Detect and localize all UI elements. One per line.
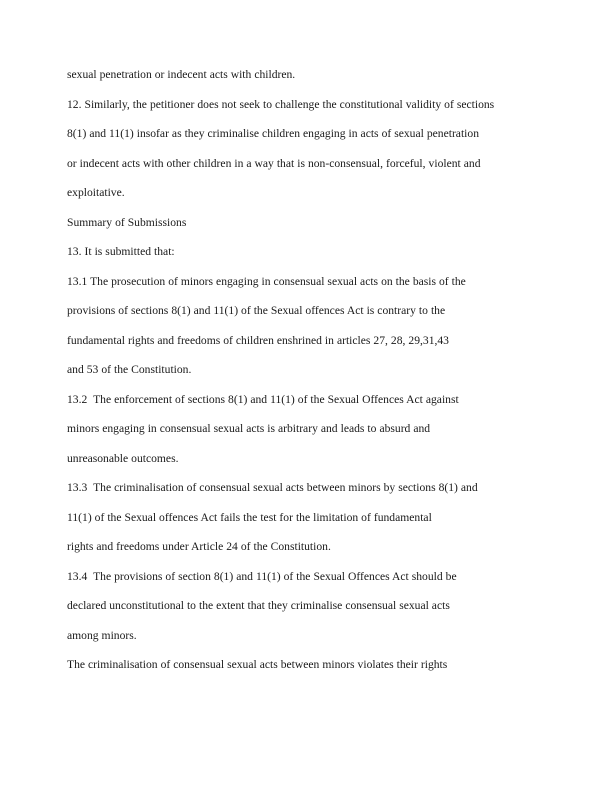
paragraph-block: unreasonable outcomes.	[67, 451, 179, 465]
paragraph-block: provisions of sections 8(1) and 11(1) of the Sexual offences Act is contrary to the	[67, 304, 446, 317]
paragraph-block: declared unconstitutional to the extent that they criminalise consensual sexual acts	[67, 599, 450, 612]
paragraph-block: 11(1) of the Sexual offences Act fails the test for the limitation of fundamental	[67, 510, 432, 524]
paragraph-block: 13.1 The prosecution of minors engaging in consensual sexual acts on the basis of the	[67, 274, 466, 288]
paragraph-block: exploitative.	[67, 186, 125, 199]
paragraph-block: minors engaging in consensual sexual acts is arbitrary and leads to absurd and	[67, 422, 431, 435]
paragraph-block: and 53 of the Constitution.	[67, 363, 192, 376]
paragraph-block: 13. It is submitted that:	[67, 245, 175, 258]
paragraph-block: 13.4 The provisions of section 8(1) and 11(1) of the Sexual Offences Act should be	[67, 569, 457, 583]
paragraph-block: The criminalisation of consensual sexual acts between minors violates their rights	[67, 658, 448, 671]
paragraph-block: 8(1) and 11(1) insofar as they criminalise children engaging in acts of sexual penetration	[67, 127, 479, 140]
paragraph-block: fundamental rights and freedoms of children enshrined in articles 27, 28, 29,31,43	[67, 333, 449, 347]
document-text-body	[67, 66, 547, 674]
paragraph-block: 13.2 The enforcement of sections 8(1) and 11(1) of the Sexual Offences Act against	[67, 392, 459, 406]
paragraph-block: 13.3 The criminalisation of consensual sexual acts between minors by sections 8(1) and	[67, 481, 478, 494]
paragraph-block: 12. Similarly, the petitioner does not seek to challenge the constitutional validity of sections	[67, 97, 495, 111]
section-heading-summary-of-submissions: Summary of Submissions	[67, 215, 187, 229]
paragraph-block: among minors.	[67, 628, 137, 642]
paragraph-block: sexual penetration or indecent acts with children.	[67, 68, 296, 81]
paragraph-block: or indecent acts with other children in a way that is non-consensual, forceful, violent and	[67, 156, 481, 170]
paragraph-block: rights and freedoms under Article 24 of the Constitution.	[67, 540, 331, 553]
